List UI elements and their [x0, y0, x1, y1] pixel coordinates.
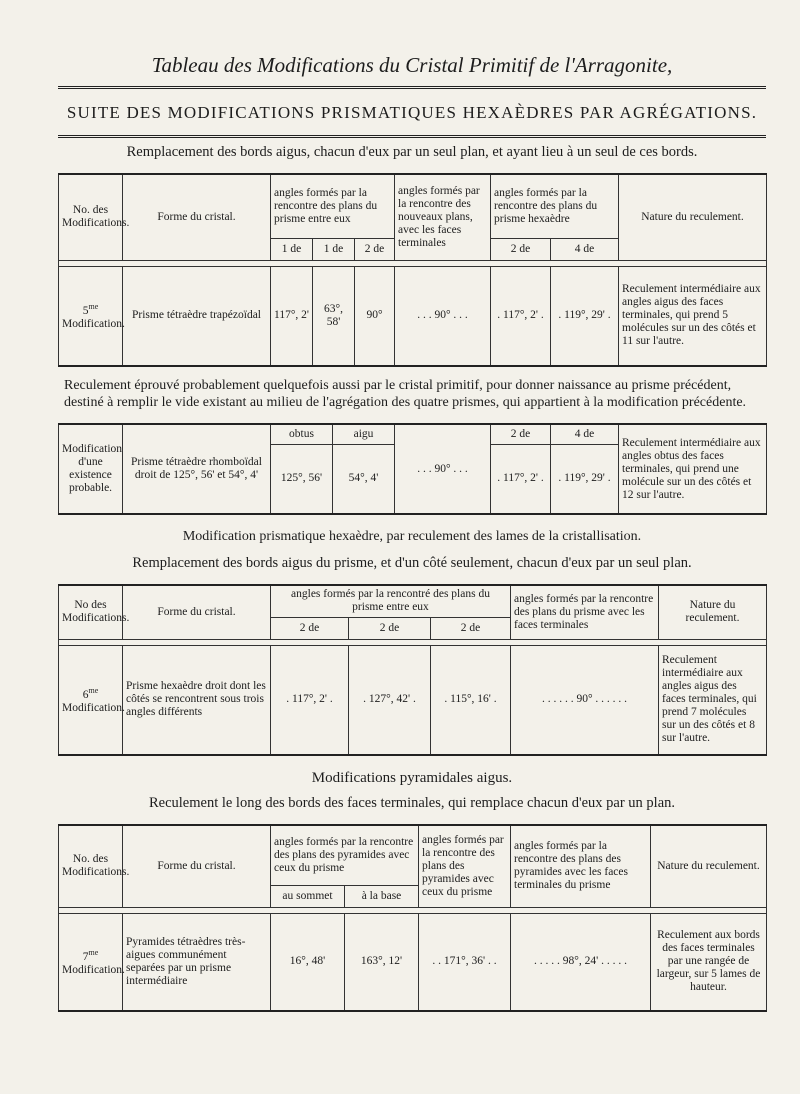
- header-no: No. des Modifications.: [59, 825, 123, 907]
- table-modification-6: [58, 584, 767, 756]
- row-no: Modification d'une existence probable.: [59, 424, 123, 514]
- row-nature: Reculement intermédiaire aux angles aigus des faces terminales, qui prend 7 molécules sur un des côtés et 8 sur l'autre.: [659, 645, 767, 755]
- header-forme: Forme du cristal.: [123, 825, 271, 907]
- row-v2: . 127°, 42' .: [349, 645, 431, 755]
- page: [58, 48, 766, 1048]
- header-col5: 4 de: [551, 238, 619, 260]
- header-col2: 1 de: [313, 238, 355, 260]
- row-forme: Prisme hexaèdre droit dont les côtés se rencontrent sous trois angles différents: [123, 645, 271, 755]
- row-v4: . . . 90° . . .: [395, 424, 491, 514]
- header-no: No des Modifications.: [59, 585, 123, 639]
- header-angles-pyr: angles formés par la rencontre des plans des pyramides avec ceux du prisme: [271, 825, 419, 885]
- section2-intro: Reculement éprouvé probablement quelquefois aussi par le cristal primitif, pour donner naissance au prisme précédent, destiné à remplir le vide existant au milieu de l'agrégation des quatre prismes, qui appartient à la modification précédente.: [64, 378, 747, 410]
- title-rule-bottom: [58, 135, 766, 138]
- row-no: $5^{me}$ Modification.: [59, 266, 123, 366]
- table-row: [59, 913, 767, 1011]
- table-modification-5: [58, 173, 767, 367]
- header-forme: Forme du cristal.: [123, 585, 271, 639]
- header-aigu: aigu: [333, 424, 395, 444]
- row-v1: . 117°, 2' .: [271, 645, 349, 755]
- row-v3: . 115°, 16' .: [431, 645, 511, 755]
- row-no: $6^{me}$ Modification.: [59, 645, 123, 755]
- row-v1: 16°, 48': [271, 913, 345, 1011]
- header-col4: 2 de: [491, 238, 551, 260]
- row-v6: . 119°, 29' .: [551, 444, 619, 514]
- table-row: [59, 645, 767, 755]
- row-nature: Reculement intermédiaire aux angles aigus des faces terminales, qui prend 5 molécules sur un des côtés et 11 sur l'autre.: [619, 266, 767, 366]
- header-angles-prisme: angles formés par la rencontre des plans du prisme entre eux: [271, 174, 395, 238]
- row-v1: 125°, 56': [271, 444, 333, 514]
- row-forme: Prisme tétraèdre trapézoïdal: [123, 266, 271, 366]
- header-col2: 2 de: [349, 617, 431, 639]
- section3-heading: Modification prismatique hexaèdre, par reculement des lames de la cristallisation.: [182, 529, 642, 544]
- header-col3: 2 de: [355, 238, 395, 260]
- header-angles-hexa: angles formés par la rencontre des plans du prisme hexaèdre: [491, 174, 619, 238]
- row-forme: Pyramides tétraèdres très-aigues communément separées par un prisme intermédiaire: [123, 913, 271, 1011]
- header-forme: Forme du cristal.: [123, 174, 271, 260]
- row-forme: Prisme tétraèdre rhomboïdal droit de 125°, 56' et 54°, 4': [123, 424, 271, 514]
- row-v3: . . 171°, 36' . .: [419, 913, 511, 1011]
- header-angles-term: angles formés par la rencontre des plans des pyramides avec les faces terminales du prisme: [511, 825, 651, 907]
- table-modification-probable: [58, 423, 767, 515]
- row-v2: 163°, 12': [345, 913, 419, 1011]
- row-no: $7^{me}$ Modification.: [59, 913, 123, 1011]
- running-title: Tableau des Modifications du Cristal Primitif de l'Arragonite,: [151, 53, 673, 77]
- table-row: [59, 266, 767, 366]
- header-nature: Nature du reculement.: [651, 825, 767, 907]
- table-modification-7: [58, 824, 767, 1012]
- header-nature: Nature du reculement.: [659, 585, 767, 639]
- header-no: No. des Modifications.: [59, 174, 123, 260]
- header-col1: 2 de: [271, 617, 349, 639]
- row-nature: Reculement aux bords des faces terminales par une rangée de largeur, sur 5 lames de hauteur.: [651, 913, 767, 1011]
- header-col5: 4 de: [551, 424, 619, 444]
- header-obtus: obtus: [271, 424, 333, 444]
- row-v5: . 117°, 2' .: [491, 266, 551, 366]
- section4-intro: Reculement le long des bords des faces terminales, qui remplace chacun d'eux par un plan.: [148, 795, 676, 811]
- row-v4: . . . . . 98°, 24' . . . . .: [511, 913, 651, 1011]
- row-v6: . 119°, 29' .: [551, 266, 619, 366]
- row-v4: . . . . . . 90° . . . . . .: [511, 645, 659, 755]
- row-v5: . 117°, 2' .: [491, 444, 551, 514]
- row-v1: 117°, 2': [271, 266, 313, 366]
- title-rule: [58, 86, 766, 89]
- header-angles-term: angles formés par la rencontre des plans du prisme avec les faces terminales: [511, 585, 659, 639]
- header-col2: à la base: [345, 885, 419, 907]
- row-nature: Reculement intermédiaire aux angles obtus des faces terminales, qui prend une molécule sur un des côtés et 12 sur l'autre.: [619, 424, 767, 514]
- row-v2: 63°, 58': [313, 266, 355, 366]
- header-angles-nouveaux: angles formés par la rencontre des nouveaux plans, avec les faces terminales: [395, 174, 491, 260]
- section3-intro: Remplacement des bords aigus du prisme, et d'un côté seulement, chacun d'eux par un seul plan.: [132, 555, 692, 571]
- header-nature: Nature du reculement.: [619, 174, 767, 260]
- row-v3: 90°: [355, 266, 395, 366]
- header-col1: au sommet: [271, 885, 345, 907]
- main-title: SUITE DES MODIFICATIONS PRISMATIQUES HEXAÈDRES PAR AGRÉGATIONS.: [66, 103, 758, 122]
- row-v4: . . . 90° . . .: [395, 266, 491, 366]
- row-v2: 54°, 4': [333, 444, 395, 514]
- header-col3: 2 de: [431, 617, 511, 639]
- section1-intro: Remplacement des bords aigus, chacun d'eux par un seul plan, et ayant lieu à un seul de ces bords.: [126, 144, 698, 160]
- header-angles-prisme: angles formés par la rencontré des plans du prisme entre eux: [271, 585, 511, 617]
- header-col4: 2 de: [491, 424, 551, 444]
- header-col1: 1 de: [271, 238, 313, 260]
- section4-heading: Modifications pyramidales aigus.: [311, 770, 513, 786]
- header-angles-rencontre: angles formés par la rencontre des plans des pyramides avec ceux du prisme: [419, 825, 511, 907]
